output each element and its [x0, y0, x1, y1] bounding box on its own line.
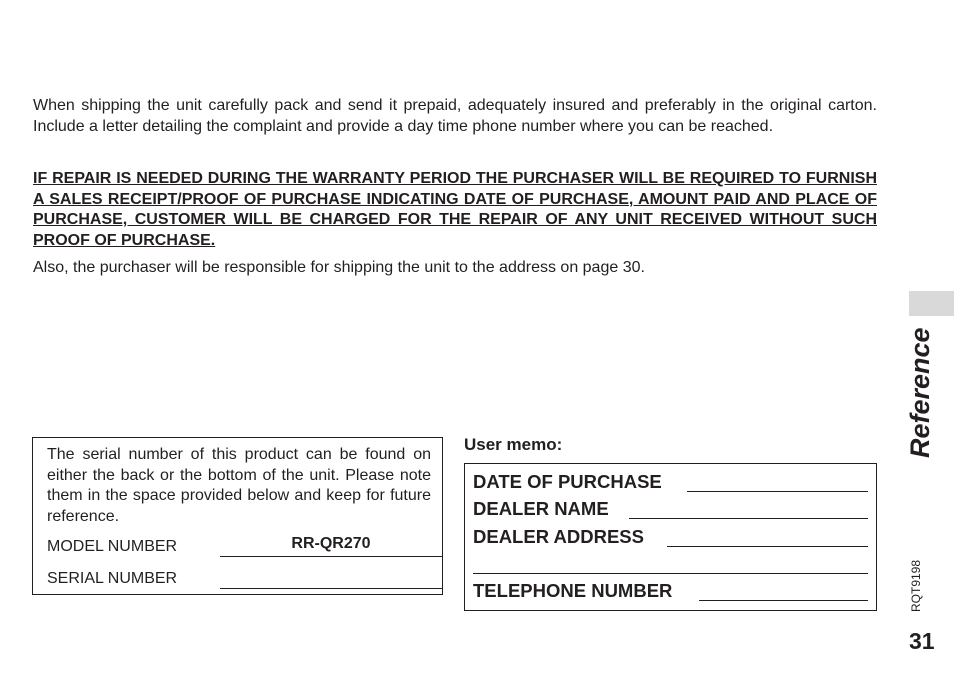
model-number-row: [47, 535, 371, 556]
model-number-line: [220, 535, 442, 557]
user-memo-heading: User memo:: [464, 435, 563, 454]
user-memo-box: [464, 463, 877, 611]
dealer-name-label: DEALER NAME: [473, 498, 609, 519]
document-code: RQT9198: [909, 559, 923, 612]
section-title: Reference: [905, 327, 935, 458]
shipping-instructions: When shipping the unit carefully pack and send it prepaid, adequately insured and preferably in the original carton. Include a letter detailing the complaint and provide a day time phone number where you can be reached.: [33, 97, 877, 135]
date-of-purchase-line: [687, 490, 868, 492]
serial-number-row: [47, 570, 177, 588]
serial-number-label: SERIAL NUMBER: [47, 570, 178, 587]
telephone-number-label: TELEPHONE NUMBER: [473, 580, 673, 601]
page-number: 31: [909, 628, 935, 654]
serial-instructions: The serial number of this product can be found on either the back or the bottom of the unit. Please note them in the space provided below and keep for future reference.: [47, 446, 431, 525]
serial-number-line: [220, 570, 442, 589]
dealer-address-line: [667, 545, 868, 547]
dealer-name-line: [629, 517, 868, 519]
model-number-value: RR-QR270: [291, 535, 371, 552]
shipping-responsibility: Also, the purchaser will be responsible for shipping the unit to the address on page 30.: [33, 259, 645, 276]
warranty-notice: IF REPAIR IS NEEDED DURING THE WARRANTY PERIOD THE PURCHASER WILL BE REQUIRED TO FURNISH A SALES RECEIPT/PROOF OF PURCHASE INDICATING DATE OF PURCHASE, AMOUNT PAID AND PLACE OF PURCHASE, CUSTOMER WILL BE CHARGED FOR THE REPAIR OF ANY UNIT RECEIVED WITHOUT SUCH PROOF OF PURCHASE.: [33, 170, 877, 249]
dealer-address-label: DEALER ADDRESS: [473, 526, 644, 547]
telephone-number-line: [699, 599, 868, 601]
dealer-address-line-2: [473, 572, 868, 574]
section-tab-marker: [909, 291, 954, 316]
serial-number-box: [32, 437, 443, 595]
model-number-label: MODEL NUMBER: [47, 538, 178, 555]
date-of-purchase-label: DATE OF PURCHASE: [473, 471, 662, 492]
